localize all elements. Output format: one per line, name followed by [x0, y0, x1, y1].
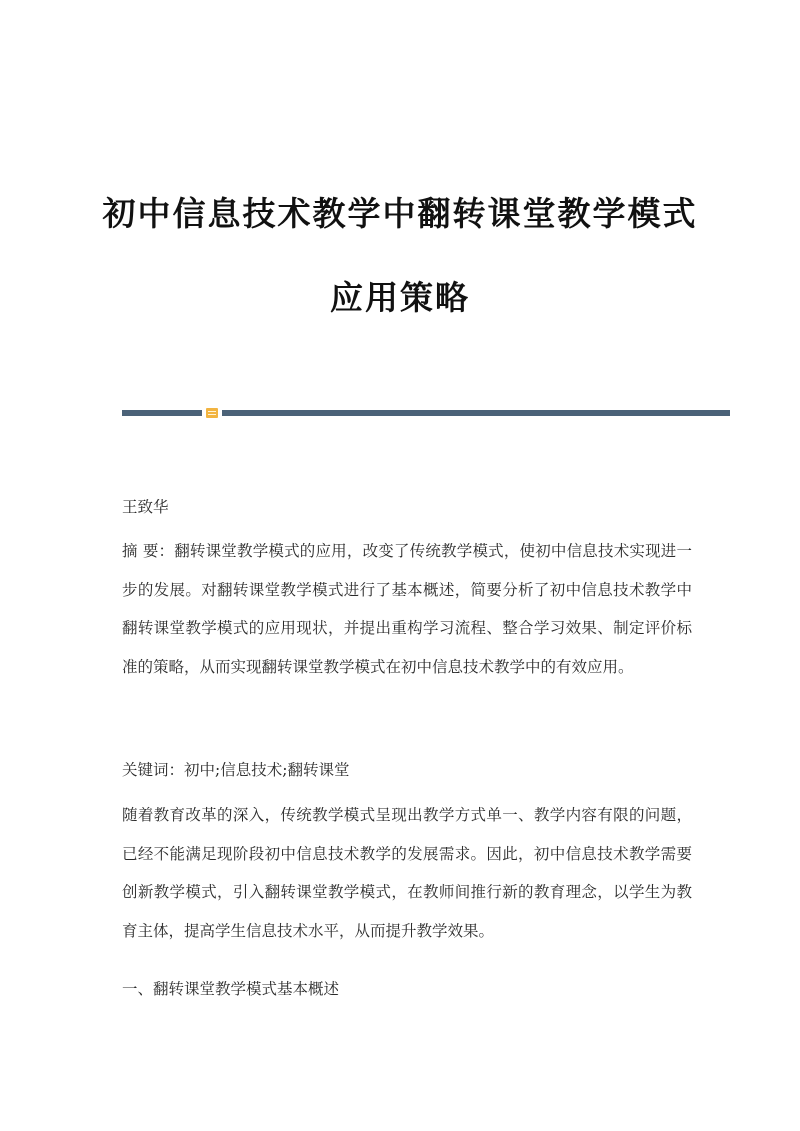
- keywords: [122, 751, 692, 790]
- divider-bar-right: [222, 410, 730, 416]
- title-divider: [122, 408, 730, 418]
- abstract-label: 摘 要：: [122, 542, 175, 560]
- abstract: [122, 532, 692, 686]
- folded-note-icon: [206, 408, 218, 418]
- intro-paragraph: 随着教育改革的深入，传统教学模式呈现出教学方式单一、教学内容有限的问题，已经不能满足现阶段初中信息技术教学的发展需求。因此，初中信息技术教学需要创新教学模式，引入翻转课堂教学模式，在教师间推行新的教育理念，以学生为教育主体，提高学生信息技术水平，从而提升教学效果。: [122, 806, 692, 940]
- keywords-text: 初中;信息技术;翻转课堂: [184, 761, 350, 779]
- keywords-label: 关键词：: [122, 761, 185, 779]
- author-name: 王致华: [122, 498, 169, 516]
- abstract-text: 翻转课堂教学模式的应用，改变了传统教学模式，使初中信息技术实现进一步的发展。对翻转课堂教学模式进行了基本概述，简要分析了初中信息技术教学中翻转课堂教学模式的应用现状，并提出重构学习流程、整合学习效果、制定评价标准的策略，从而实现翻转课堂教学模式在初中信息技术教学中的有效应用。: [122, 542, 692, 676]
- section-heading: 一、翻转课堂教学模式基本概述: [122, 980, 340, 998]
- document-title-line-1: 初中信息技术教学中翻转课堂教学模式: [102, 194, 698, 233]
- document-title-line-2: 应用策略: [330, 278, 470, 317]
- divider-bar-left: [122, 410, 202, 416]
